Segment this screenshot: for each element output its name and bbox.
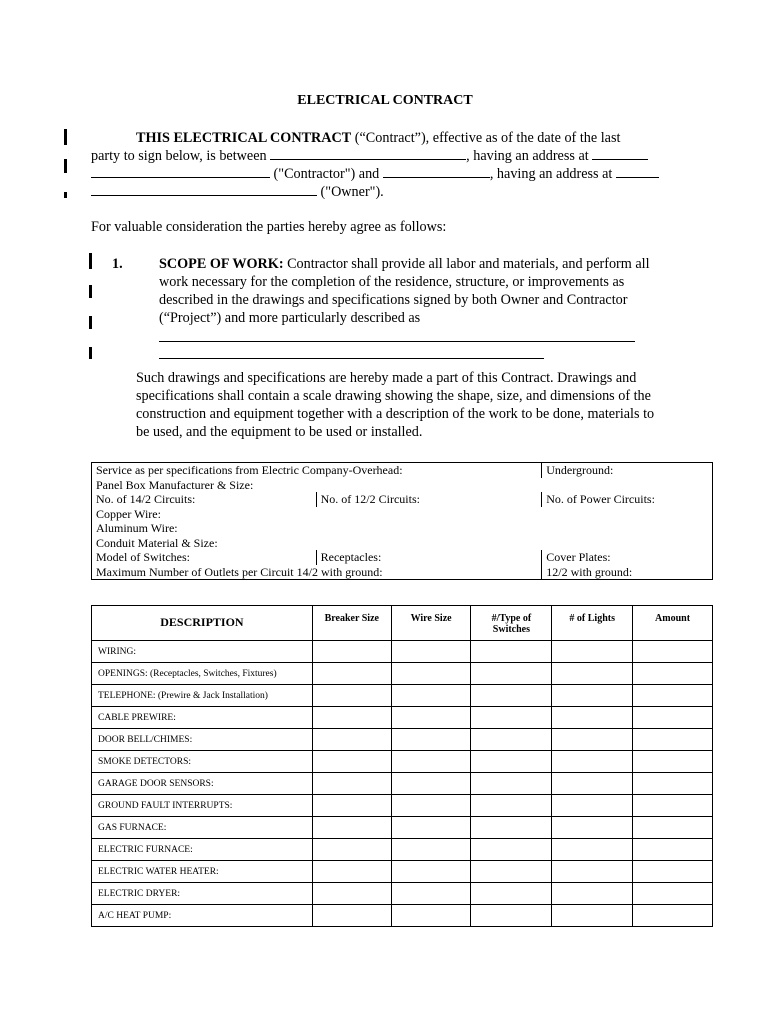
desc-header-row [92,606,713,641]
change-bar [89,253,92,269]
aluminum-wire-cell[interactable]: Aluminum Wire: [92,521,713,536]
breaker-cell[interactable] [312,663,391,685]
type-cell[interactable] [471,641,552,663]
lights-cell[interactable] [552,905,633,927]
amount-cell[interactable] [633,685,713,707]
row-description: GARAGE DOOR SENSORS: [92,773,313,795]
type-header-line2: Switches [492,624,531,635]
power-circuits-cell[interactable]: No. of Power Circuits: [542,492,713,507]
table-row [92,663,713,685]
amount-header: Amount [633,606,713,641]
type-cell[interactable] [471,905,552,927]
wire-cell[interactable] [391,663,471,685]
change-bar [64,159,67,173]
type-cell[interactable] [471,707,552,729]
breaker-cell[interactable] [312,839,391,861]
switches-cell[interactable]: Model of Switches: [92,550,317,565]
breaker-cell[interactable] [312,817,391,839]
breaker-cell[interactable] [312,861,391,883]
row-description: WIRING: [92,641,313,663]
intro-line2a: party to sign below, is between [91,148,271,164]
section-number: 1. [112,256,123,272]
lights-cell[interactable] [552,729,633,751]
underground-cell[interactable]: Underground: [542,463,713,478]
change-bar [64,129,67,145]
wire-cell[interactable] [391,685,471,707]
copper-wire-cell[interactable]: Copper Wire: [92,507,713,522]
row-description: ELECTRIC WATER HEATER: [92,861,313,883]
row-description: CABLE PREWIRE: [92,707,313,729]
section-text: Contractor shall provide all labor and materials, and perform all work necessary for the completion of the residence, structure, or improvements as described in the drawings and specifications signed by both Owner and Contractor (“Project”) and more particularly described as [159,256,650,326]
amount-cell[interactable] [633,861,713,883]
lights-cell[interactable] [552,839,633,861]
change-bar [89,347,92,359]
intro-paragraph [91,129,691,201]
row-description: OPENINGS: (Receptacles, Switches, Fixtures) [92,663,313,685]
type-header-line1: #/Type of [491,613,532,624]
amount-cell[interactable] [633,707,713,729]
amount-cell[interactable] [633,883,713,905]
project-description-line-2[interactable] [159,358,544,359]
breaker-cell[interactable] [312,641,391,663]
table-row [92,751,713,773]
amount-cell[interactable] [633,641,713,663]
service-cell[interactable]: Service as per specifications from Electric Company-Overhead: [92,463,542,478]
page-title: ELECTRICAL CONTRACT [297,93,473,108]
row-description: ELECTRIC FURNACE: [92,839,313,861]
breaker-cell[interactable] [312,685,391,707]
wire-cell[interactable] [391,707,471,729]
wire-cell[interactable] [391,795,471,817]
row-description: DOOR BELL/CHIMES: [92,729,313,751]
receptacles-cell[interactable]: Receptacles: [316,550,542,565]
desc-body [92,641,713,927]
circuits-12-2-cell[interactable]: No. of 12/2 Circuits: [316,492,542,507]
type-cell[interactable] [471,861,552,883]
amount-cell[interactable] [633,663,713,685]
breaker-cell[interactable] [312,773,391,795]
row-description: SMOKE DETECTORS: [92,751,313,773]
wire-cell[interactable] [391,861,471,883]
intro-line3a: ("Contractor") and [270,166,383,182]
wire-cell[interactable] [391,883,471,905]
table-row [92,883,713,905]
amount-cell[interactable] [633,817,713,839]
lights-cell[interactable] [552,861,633,883]
lights-cell[interactable] [552,773,633,795]
wire-size-header: Wire Size [391,606,471,641]
type-cell[interactable] [471,663,552,685]
consideration-text: For valuable consideration the parties hereby agree as follows: [91,219,447,235]
spec-row [92,478,713,493]
change-bar [89,285,92,298]
spec-row [92,507,713,522]
amount-cell[interactable] [633,773,713,795]
lights-cell[interactable] [552,795,633,817]
amount-cell[interactable] [633,905,713,927]
wire-cell[interactable] [391,773,471,795]
panel-box-cell[interactable]: Panel Box Manufacturer & Size: [92,478,713,493]
lights-cell[interactable] [552,663,633,685]
table-row [92,839,713,861]
table-row [92,905,713,927]
table-row [92,641,713,663]
description-header: DESCRIPTION [92,606,313,641]
cover-plates-cell[interactable]: Cover Plates: [542,550,713,565]
spec-row [92,550,713,565]
amount-cell[interactable] [633,729,713,751]
breaker-cell[interactable] [312,795,391,817]
table-row [92,685,713,707]
wire-cell[interactable] [391,817,471,839]
max-outlets-cell[interactable]: Maximum Number of Outlets per Circuit 14/2 with ground: [92,565,542,580]
table-row [92,729,713,751]
intro-line3b: , having an address at [489,166,616,182]
lights-cell[interactable] [552,883,633,905]
change-bar [64,192,67,198]
type-cell[interactable] [471,817,552,839]
lights-cell[interactable] [552,707,633,729]
spec-row [92,565,713,580]
lights-cell[interactable] [552,641,633,663]
type-switches-header [471,606,552,641]
intro-line4: ("Owner"). [317,184,384,200]
row-description: GROUND FAULT INTERRUPTS: [92,795,313,817]
lights-cell[interactable] [552,817,633,839]
type-cell[interactable] [471,795,552,817]
intro-line1: (“Contract”), effective as of the date of the last [351,130,621,146]
breaker-cell[interactable] [312,751,391,773]
spec-row [92,492,713,507]
contractor-address-blank-2[interactable] [91,165,270,178]
type-cell[interactable] [471,751,552,773]
conduit-cell[interactable]: Conduit Material & Size: [92,536,713,551]
wire-cell[interactable] [391,729,471,751]
owner-address-blank-2[interactable] [91,183,317,196]
contractor-name-blank[interactable] [270,147,466,160]
table-row [92,707,713,729]
table-row [92,795,713,817]
description-table [91,605,713,927]
type-cell[interactable] [471,839,552,861]
lights-header: # of Lights [552,606,633,641]
spec-row [92,463,713,478]
section-heading: SCOPE OF WORK: [159,256,284,272]
circuits-14-2-cell[interactable]: No. of 14/2 Circuits: [92,492,317,507]
amount-cell[interactable] [633,795,713,817]
spec-row [92,521,713,536]
project-description-line-1[interactable] [159,341,635,342]
specifications-table [91,462,713,580]
table-row [92,817,713,839]
table-row [92,773,713,795]
row-description: A/C HEAT PUMP: [92,905,313,927]
breaker-cell[interactable] [312,905,391,927]
wire-cell[interactable] [391,641,471,663]
wire-cell[interactable] [391,839,471,861]
wire-cell[interactable] [391,905,471,927]
type-cell[interactable] [471,685,552,707]
intro-line2b: , having an address at [466,148,593,164]
row-description: TELEPHONE: (Prewire & Jack Installation) [92,685,313,707]
row-description: GAS FURNACE: [92,817,313,839]
lights-cell[interactable] [552,751,633,773]
ground-12-2-cell[interactable]: 12/2 with ground: [542,565,713,580]
amount-cell[interactable] [633,751,713,773]
contractor-address-blank[interactable] [592,147,648,160]
row-description: ELECTRIC DRYER: [92,883,313,905]
type-cell[interactable] [471,883,552,905]
breaker-size-header: Breaker Size [312,606,391,641]
breaker-cell[interactable] [312,707,391,729]
owner-address-blank[interactable] [616,165,659,178]
spec-row [92,536,713,551]
change-bar [89,316,92,329]
type-cell[interactable] [471,729,552,751]
intro-bold-lead: THIS ELECTRICAL CONTRACT [136,130,352,146]
drawings-paragraph: Such drawings and specifications are hereby made a part of this Contract. Drawings and specifications shall contain a scale drawing showing the shape, size, and dimensions of the construction and equipment together with a description of the work to be done, materials to be used, and the equipment to be used or installed. [136,370,655,440]
table-row [92,861,713,883]
lights-cell[interactable] [552,685,633,707]
amount-cell[interactable] [633,839,713,861]
owner-name-blank[interactable] [383,165,490,178]
wire-cell[interactable] [391,751,471,773]
breaker-cell[interactable] [312,729,391,751]
type-cell[interactable] [471,773,552,795]
breaker-cell[interactable] [312,883,391,905]
